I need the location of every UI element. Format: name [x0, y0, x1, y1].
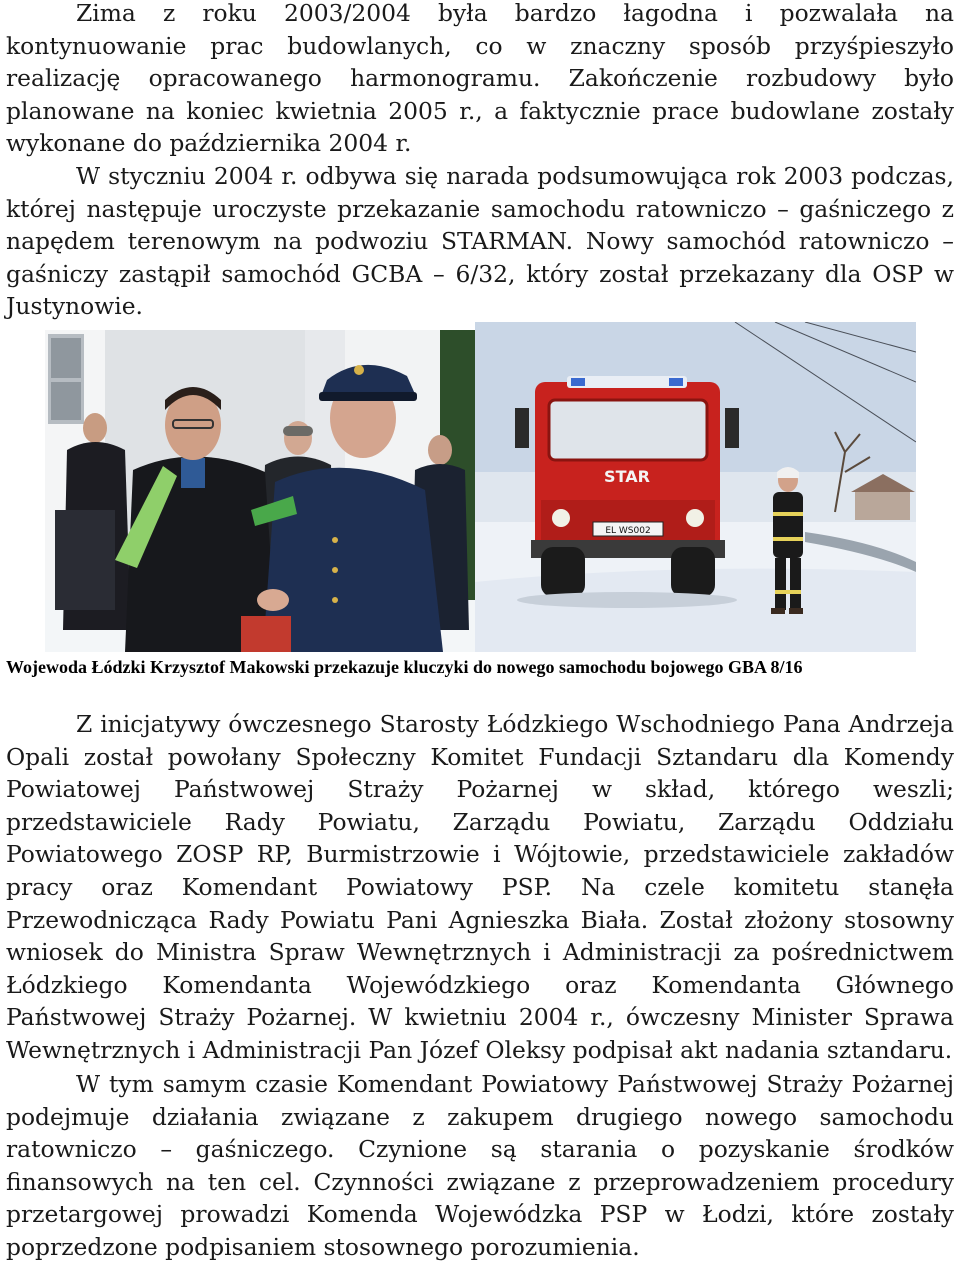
paragraph-second-vehicle: W tym samym czasie Komendant Powiatowy Państwowej Straży Pożarnej podejmuje działania związane z zakupem drugiego nowego samochodu ratowniczo – gaśniczego. Czynione są starania o pozyskanie środków finansowych na ten cel. Czynności związane z przeprowadzeniem procedury przetargowej prowadzi Komenda Wojewódzka PSP w Łodzi, które zostały poprzedzone podpisaniem stosownego porozumienia. — [6, 1070, 954, 1261]
photo-fire-truck — [475, 322, 916, 652]
truck-license-plate: EL WS002 — [605, 526, 651, 536]
paragraph-winter-construction: Zima z roku 2003/2004 była bardzo łagodna i pozwalała na kontynuowanie prac budowlanych, co w znaczny sposób przyśpieszyło realizację opracowanego harmonogramu. Zakończenie rozbudowy było planowane na koniec kwietnia 2005 r., a faktycznie prace budowlane zostały wykonane do października 2004 r. — [6, 0, 954, 158]
photo-key-handover — [45, 330, 475, 652]
truck-brand-sign: STAR — [604, 467, 650, 486]
paragraph-banner-committee: Z inicjatywy ówczesnego Starosty Łódzkiego Wschodniego Pana Andrzeja Opali został powołany Społeczny Komitet Fundacji Sztandaru dla Komendy Powiatowej Państwowej Straży Pożarnej w skład, którego weszli; przedstawiciele Rady Powiatu, Zarządu Powiatu, Zarządu Oddziału Powiatowego ZOSP RP, Burmistrzowie i Wójtowie, przedstawiciele zakładów pracy oraz Komendant Powiatowy PSP. Na czele komitetu stanęła Przewodnicząca Rady Powiatu Pani Agnieszka Biała. Został złożony stosowny wniosek do Ministra Spraw Wewnętrznych i Administracji za pośrednictwem Łódzkiego Komendanta Wojewódzkiego oraz Komendanta Głównego Państwowej Straży Pożarnej. W kwietniu 2004 r., ówczesny Minister Sprawa Wewnętrznych i Administracji Pan Józef Oleksy podpisał akt nadania sztandaru. — [6, 710, 954, 1064]
photo-caption: Wojewoda Łódzki Krzysztof Makowski przekazuje kluczyki do nowego samochodu bojowego GBA 8/16 — [6, 657, 803, 677]
paragraph-new-vehicle: W styczniu 2004 r. odbywa się narada podsumowująca rok 2003 podczas, której następuje uroczyste przekazanie samochodu ratowniczo – gaśniczego z napędem terenowym na podwoziu STARMAN. Nowy samochód ratowniczo – gaśniczy zastąpił samochód GCBA – 6/32, który został przekazany dla OSP w Justynowie. — [6, 162, 954, 321]
fire-truck-illustration — [475, 322, 916, 652]
key-handover-illustration — [45, 330, 475, 652]
